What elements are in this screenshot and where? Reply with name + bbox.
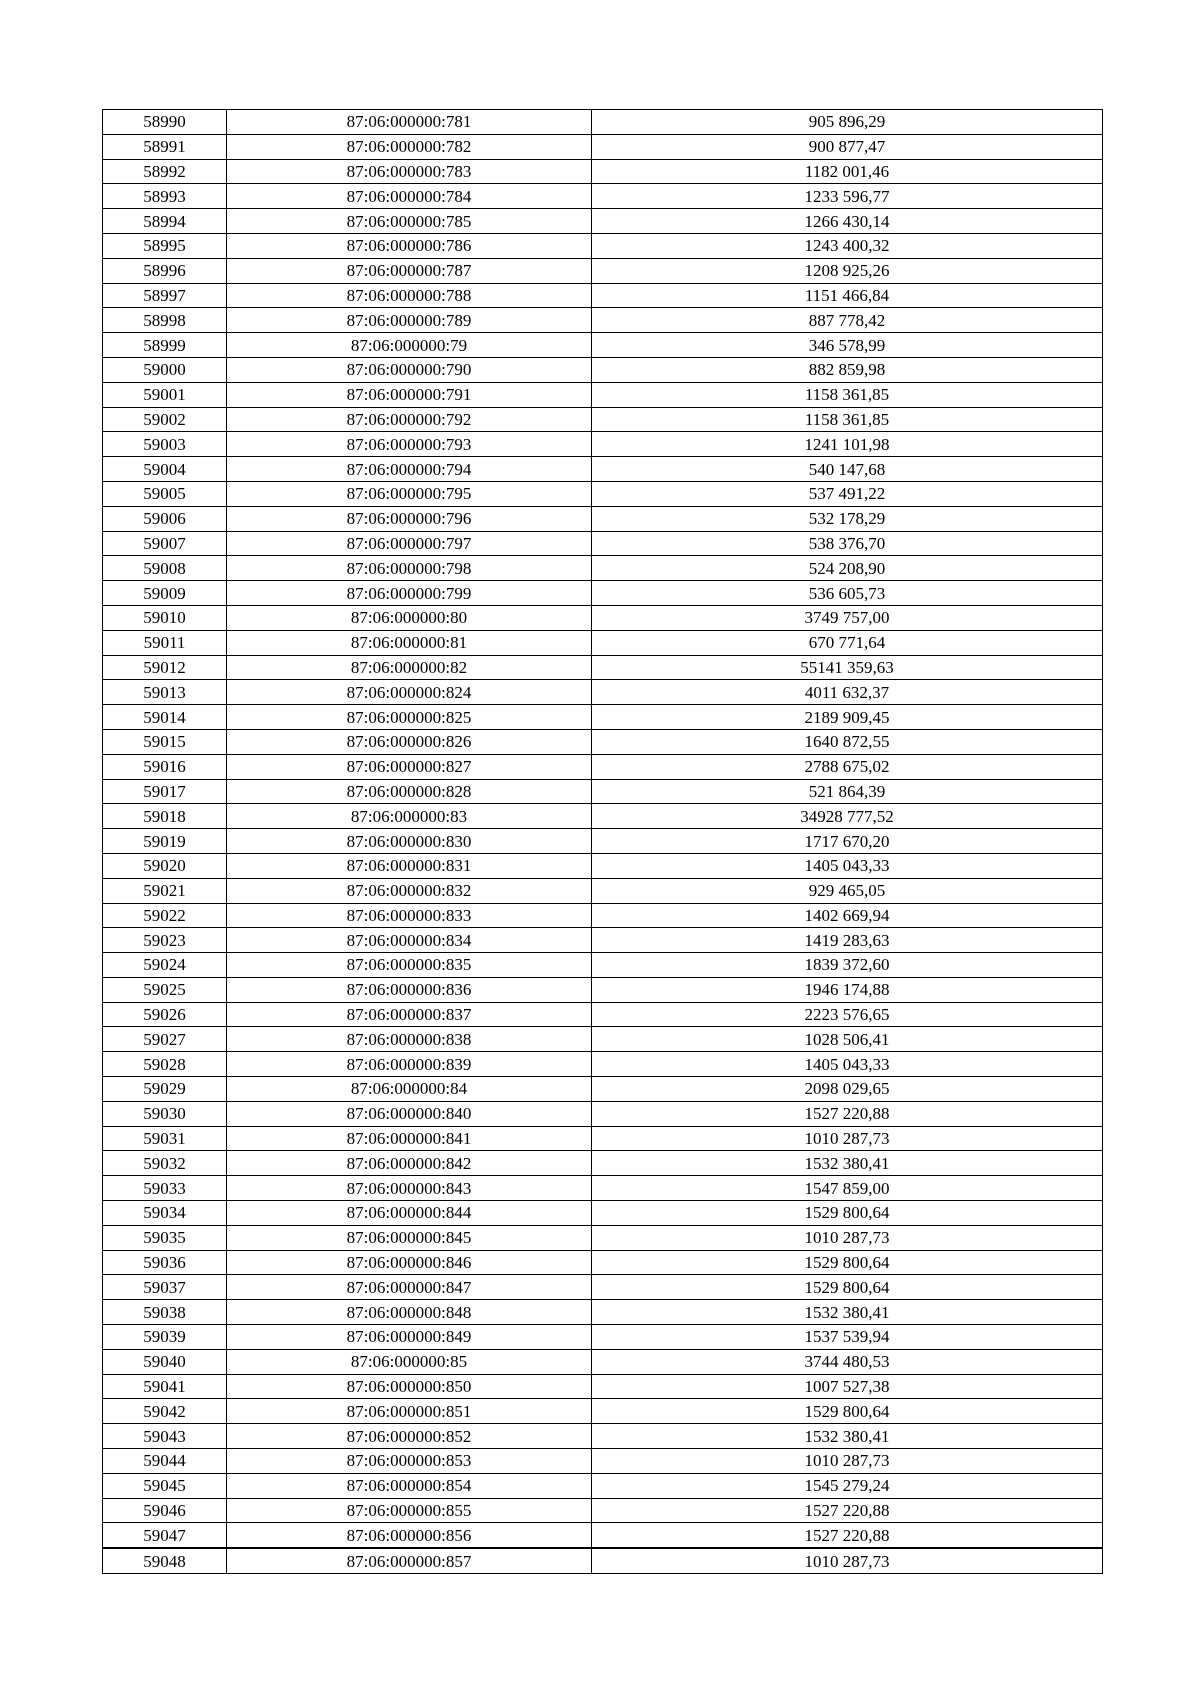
table-row: [103, 754, 1103, 779]
cadastral-number-cell: 87:06:000000:799: [227, 581, 592, 606]
cadastral-value-cell: 1529 800,64: [592, 1275, 1103, 1300]
table-row: [103, 1225, 1103, 1250]
cadastral-value-cell: 1529 800,64: [592, 1201, 1103, 1226]
table-row: [103, 804, 1103, 829]
row-number-cell: 59035: [103, 1225, 227, 1250]
cadastral-number-cell: 87:06:000000:791: [227, 382, 592, 407]
cadastral-number-cell: 87:06:000000:835: [227, 953, 592, 978]
cadastral-value-cell: 1532 380,41: [592, 1151, 1103, 1176]
table-row: [103, 853, 1103, 878]
row-number-cell: 59042: [103, 1399, 227, 1424]
cadastral-number-cell: 87:06:000000:837: [227, 1002, 592, 1027]
table-row: [103, 531, 1103, 556]
row-number-cell: 59008: [103, 556, 227, 581]
cadastral-value-cell: 2189 909,45: [592, 705, 1103, 730]
row-number-cell: 59009: [103, 581, 227, 606]
table-row: [103, 1151, 1103, 1176]
cadastral-number-cell: 87:06:000000:824: [227, 680, 592, 705]
table-row: [103, 705, 1103, 730]
row-number-cell: 59023: [103, 928, 227, 953]
table-row: [103, 134, 1103, 159]
cadastral-number-cell: 87:06:000000:846: [227, 1250, 592, 1275]
row-number-cell: 59020: [103, 853, 227, 878]
cadastral-number-cell: 87:06:000000:787: [227, 258, 592, 283]
cadastral-value-cell: 1182 001,46: [592, 159, 1103, 184]
row-number-cell: 58991: [103, 134, 227, 159]
cadastral-value-cell: 905 896,29: [592, 110, 1103, 135]
cadastral-value-cell: 2788 675,02: [592, 754, 1103, 779]
cadastral-number-cell: 87:06:000000:782: [227, 134, 592, 159]
cadastral-number-cell: 87:06:000000:843: [227, 1176, 592, 1201]
table-row: [103, 457, 1103, 482]
cadastral-number-cell: 87:06:000000:825: [227, 705, 592, 730]
row-number-cell: 59046: [103, 1498, 227, 1523]
cadastral-number-cell: 87:06:000000:850: [227, 1374, 592, 1399]
cadastral-value-cell: 524 208,90: [592, 556, 1103, 581]
table-row: [103, 506, 1103, 531]
cadastral-value-cell: 532 178,29: [592, 506, 1103, 531]
cadastral-value-cell: 1158 361,85: [592, 382, 1103, 407]
table-row: [103, 1300, 1103, 1325]
cadastral-number-cell: 87:06:000000:785: [227, 209, 592, 234]
cadastral-number-cell: 87:06:000000:790: [227, 357, 592, 382]
cadastral-number-cell: 87:06:000000:841: [227, 1126, 592, 1151]
cadastral-value-cell: 34928 777,52: [592, 804, 1103, 829]
table-row: [103, 630, 1103, 655]
cadastral-value-cell: 3744 480,53: [592, 1349, 1103, 1374]
row-number-cell: 58994: [103, 209, 227, 234]
row-number-cell: 59039: [103, 1325, 227, 1350]
table-row: [103, 1374, 1103, 1399]
row-number-cell: 59010: [103, 605, 227, 630]
cadastral-number-cell: 87:06:000000:79: [227, 333, 592, 358]
row-number-cell: 59047: [103, 1523, 227, 1548]
table-row: [103, 1201, 1103, 1226]
cadastral-number-cell: 87:06:000000:832: [227, 878, 592, 903]
cadastral-number-cell: 87:06:000000:83: [227, 804, 592, 829]
cadastral-value-cell: 346 578,99: [592, 333, 1103, 358]
cadastral-number-cell: 87:06:000000:856: [227, 1523, 592, 1548]
cadastral-number-cell: 87:06:000000:81: [227, 630, 592, 655]
table-row: [103, 655, 1103, 680]
cadastral-value-cell: 1402 669,94: [592, 903, 1103, 928]
cadastral-number-cell: 87:06:000000:796: [227, 506, 592, 531]
row-number-cell: 58992: [103, 159, 227, 184]
table-row: [103, 1399, 1103, 1424]
cadastral-value-cell: 1233 596,77: [592, 184, 1103, 209]
row-number-cell: 59018: [103, 804, 227, 829]
table-row: [103, 1126, 1103, 1151]
cadastral-number-cell: 87:06:000000:831: [227, 853, 592, 878]
cadastral-value-cell: 1151 466,84: [592, 283, 1103, 308]
table-row: [103, 928, 1103, 953]
cadastral-number-cell: 87:06:000000:836: [227, 977, 592, 1002]
cadastral-value-cell: 540 147,68: [592, 457, 1103, 482]
table-row: [103, 1523, 1103, 1548]
row-number-cell: 59033: [103, 1176, 227, 1201]
cadastral-number-cell: 87:06:000000:853: [227, 1449, 592, 1474]
cadastral-value-cell: 1241 101,98: [592, 432, 1103, 457]
cadastral-value-cell: 1007 527,38: [592, 1374, 1103, 1399]
table-row: [103, 1275, 1103, 1300]
table-row: [103, 581, 1103, 606]
table-row: [103, 605, 1103, 630]
row-number-cell: 59032: [103, 1151, 227, 1176]
row-number-cell: 59025: [103, 977, 227, 1002]
cadastral-number-cell: 87:06:000000:826: [227, 729, 592, 754]
row-number-cell: 59031: [103, 1126, 227, 1151]
cadastral-number-cell: 87:06:000000:842: [227, 1151, 592, 1176]
cadastral-value-cell: 1529 800,64: [592, 1399, 1103, 1424]
cadastral-value-cell: 1028 506,41: [592, 1027, 1103, 1052]
cadastral-number-cell: 87:06:000000:794: [227, 457, 592, 482]
cadastral-value-cell: 1010 287,73: [592, 1449, 1103, 1474]
row-number-cell: 59022: [103, 903, 227, 928]
cadastral-number-cell: 87:06:000000:786: [227, 233, 592, 258]
row-number-cell: 59005: [103, 481, 227, 506]
table-row: [103, 1473, 1103, 1498]
cadastral-value-cell: 2098 029,65: [592, 1077, 1103, 1102]
cadastral-value-cell: 1266 430,14: [592, 209, 1103, 234]
cadastral-number-cell: 87:06:000000:851: [227, 1399, 592, 1424]
table-row: [103, 1002, 1103, 1027]
cadastral-number-cell: 87:06:000000:793: [227, 432, 592, 457]
row-number-cell: 58993: [103, 184, 227, 209]
cadastral-value-cell: 538 376,70: [592, 531, 1103, 556]
table-row: [103, 233, 1103, 258]
row-number-cell: 59030: [103, 1101, 227, 1126]
row-number-cell: 59024: [103, 953, 227, 978]
cadastral-value-cell: 1527 220,88: [592, 1498, 1103, 1523]
cadastral-value-cell: 882 859,98: [592, 357, 1103, 382]
table-row: [103, 729, 1103, 754]
cadastral-number-cell: 87:06:000000:795: [227, 481, 592, 506]
cadastral-value-cell: 900 877,47: [592, 134, 1103, 159]
cadastral-number-cell: 87:06:000000:797: [227, 531, 592, 556]
cadastral-number-cell: 87:06:000000:781: [227, 110, 592, 135]
cadastral-value-cell: 1537 539,94: [592, 1325, 1103, 1350]
cadastral-value-cell: 1527 220,88: [592, 1523, 1103, 1548]
cadastral-number-cell: 87:06:000000:834: [227, 928, 592, 953]
cadastral-value-cell: 1527 220,88: [592, 1101, 1103, 1126]
cadastral-number-cell: 87:06:000000:82: [227, 655, 592, 680]
cadastral-value-cell: 1717 670,20: [592, 829, 1103, 854]
table-row: [103, 209, 1103, 234]
cadastral-number-cell: 87:06:000000:855: [227, 1498, 592, 1523]
row-number-cell: 59048: [103, 1548, 227, 1573]
row-number-cell: 59027: [103, 1027, 227, 1052]
table-row: [103, 1077, 1103, 1102]
row-number-cell: 58996: [103, 258, 227, 283]
table-row: [103, 110, 1103, 135]
cadastral-value-cell: 1405 043,33: [592, 853, 1103, 878]
row-number-cell: 59007: [103, 531, 227, 556]
cadastral-value-cell: 3749 757,00: [592, 605, 1103, 630]
cadastral-value-cell: 1839 372,60: [592, 953, 1103, 978]
table-row: [103, 333, 1103, 358]
table-row: [103, 283, 1103, 308]
row-number-cell: 59036: [103, 1250, 227, 1275]
cadastral-number-cell: 87:06:000000:849: [227, 1325, 592, 1350]
table-body: [103, 110, 1103, 1574]
table-row: [103, 184, 1103, 209]
table-row: [103, 680, 1103, 705]
row-number-cell: 58999: [103, 333, 227, 358]
cadastral-number-cell: 87:06:000000:845: [227, 1225, 592, 1250]
table-row: [103, 977, 1103, 1002]
table-row: [103, 1325, 1103, 1350]
cadastral-value-cell: 1158 361,85: [592, 407, 1103, 432]
row-number-cell: 59040: [103, 1349, 227, 1374]
cadastral-number-cell: 87:06:000000:80: [227, 605, 592, 630]
cadastral-number-cell: 87:06:000000:789: [227, 308, 592, 333]
table-row: [103, 159, 1103, 184]
table-row: [103, 1052, 1103, 1077]
row-number-cell: 58990: [103, 110, 227, 135]
table-row: [103, 1449, 1103, 1474]
cadastral-number-cell: 87:06:000000:848: [227, 1300, 592, 1325]
cadastral-number-cell: 87:06:000000:84: [227, 1077, 592, 1102]
cadastral-value-cell: 1010 287,73: [592, 1225, 1103, 1250]
cadastral-value-cell: 536 605,73: [592, 581, 1103, 606]
table-row: [103, 829, 1103, 854]
row-number-cell: 59012: [103, 655, 227, 680]
row-number-cell: 58997: [103, 283, 227, 308]
cadastral-value-cell: 929 465,05: [592, 878, 1103, 903]
cadastral-number-cell: 87:06:000000:827: [227, 754, 592, 779]
row-number-cell: 59011: [103, 630, 227, 655]
cadastral-value-cell: 1010 287,73: [592, 1548, 1103, 1573]
row-number-cell: 59001: [103, 382, 227, 407]
row-number-cell: 59013: [103, 680, 227, 705]
cadastral-number-cell: 87:06:000000:788: [227, 283, 592, 308]
cadastral-value-cell: 1532 380,41: [592, 1300, 1103, 1325]
cadastral-value-cell: 1946 174,88: [592, 977, 1103, 1002]
cadastral-value-cell: 887 778,42: [592, 308, 1103, 333]
cadastral-number-cell: 87:06:000000:844: [227, 1201, 592, 1226]
cadastral-value-cell: 1532 380,41: [592, 1424, 1103, 1449]
table-row: [103, 878, 1103, 903]
cadastral-value-cell: 2223 576,65: [592, 1002, 1103, 1027]
cadastral-value-cell: 55141 359,63: [592, 655, 1103, 680]
cadastral-value-cell: 1419 283,63: [592, 928, 1103, 953]
row-number-cell: 59034: [103, 1201, 227, 1226]
cadastral-number-cell: 87:06:000000:830: [227, 829, 592, 854]
cadastral-value-cell: 1208 925,26: [592, 258, 1103, 283]
table-row: [103, 258, 1103, 283]
row-number-cell: 59016: [103, 754, 227, 779]
table-row: [103, 1424, 1103, 1449]
row-number-cell: 59037: [103, 1275, 227, 1300]
cadastral-value-cell: 670 771,64: [592, 630, 1103, 655]
cadastral-number-cell: 87:06:000000:792: [227, 407, 592, 432]
cadastral-value-cell: 537 491,22: [592, 481, 1103, 506]
row-number-cell: 59017: [103, 779, 227, 804]
cadastral-number-cell: 87:06:000000:840: [227, 1101, 592, 1126]
table-row: [103, 481, 1103, 506]
table-row: [103, 556, 1103, 581]
table-row: [103, 1498, 1103, 1523]
cadastral-value-cell: 1010 287,73: [592, 1126, 1103, 1151]
cadastral-number-cell: 87:06:000000:85: [227, 1349, 592, 1374]
row-number-cell: 59006: [103, 506, 227, 531]
cadastral-value-cell: 521 864,39: [592, 779, 1103, 804]
cadastral-value-cell: 1405 043,33: [592, 1052, 1103, 1077]
row-number-cell: 59029: [103, 1077, 227, 1102]
row-number-cell: 59019: [103, 829, 227, 854]
cadastral-number-cell: 87:06:000000:838: [227, 1027, 592, 1052]
cadastral-number-cell: 87:06:000000:857: [227, 1548, 592, 1573]
row-number-cell: 59015: [103, 729, 227, 754]
cadastral-value-cell: 4011 632,37: [592, 680, 1103, 705]
row-number-cell: 59014: [103, 705, 227, 730]
row-number-cell: 59003: [103, 432, 227, 457]
row-number-cell: 59041: [103, 1374, 227, 1399]
cadastral-value-cell: 1640 872,55: [592, 729, 1103, 754]
cadastral-number-cell: 87:06:000000:798: [227, 556, 592, 581]
table-row: [103, 953, 1103, 978]
cadastral-value-cell: 1547 859,00: [592, 1176, 1103, 1201]
row-number-cell: 59021: [103, 878, 227, 903]
table-row: [103, 308, 1103, 333]
cadastral-number-cell: 87:06:000000:828: [227, 779, 592, 804]
table-row: [103, 407, 1103, 432]
row-number-cell: 59028: [103, 1052, 227, 1077]
table-row: [103, 779, 1103, 804]
row-number-cell: 58995: [103, 233, 227, 258]
table-row: [103, 382, 1103, 407]
cadastral-number-cell: 87:06:000000:847: [227, 1275, 592, 1300]
row-number-cell: 59004: [103, 457, 227, 482]
row-number-cell: 59002: [103, 407, 227, 432]
row-number-cell: 58998: [103, 308, 227, 333]
table-row: [103, 903, 1103, 928]
row-number-cell: 59000: [103, 357, 227, 382]
cadastral-number-cell: 87:06:000000:833: [227, 903, 592, 928]
cadastral-number-cell: 87:06:000000:783: [227, 159, 592, 184]
table-row: [103, 1349, 1103, 1374]
row-number-cell: 59045: [103, 1473, 227, 1498]
row-number-cell: 59038: [103, 1300, 227, 1325]
table-row: [103, 357, 1103, 382]
cadastral-value-cell: 1243 400,32: [592, 233, 1103, 258]
table-row: [103, 1176, 1103, 1201]
cadastral-value-cell: 1529 800,64: [592, 1250, 1103, 1275]
table-row: [103, 1250, 1103, 1275]
cadastral-number-cell: 87:06:000000:784: [227, 184, 592, 209]
table-row: [103, 1548, 1103, 1573]
row-number-cell: 59043: [103, 1424, 227, 1449]
cadastral-number-cell: 87:06:000000:839: [227, 1052, 592, 1077]
table-row: [103, 1027, 1103, 1052]
cadastral-value-table: [102, 109, 1103, 1574]
cadastral-number-cell: 87:06:000000:854: [227, 1473, 592, 1498]
row-number-cell: 59044: [103, 1449, 227, 1474]
table-row: [103, 1101, 1103, 1126]
row-number-cell: 59026: [103, 1002, 227, 1027]
cadastral-value-cell: 1545 279,24: [592, 1473, 1103, 1498]
table-row: [103, 432, 1103, 457]
cadastral-number-cell: 87:06:000000:852: [227, 1424, 592, 1449]
